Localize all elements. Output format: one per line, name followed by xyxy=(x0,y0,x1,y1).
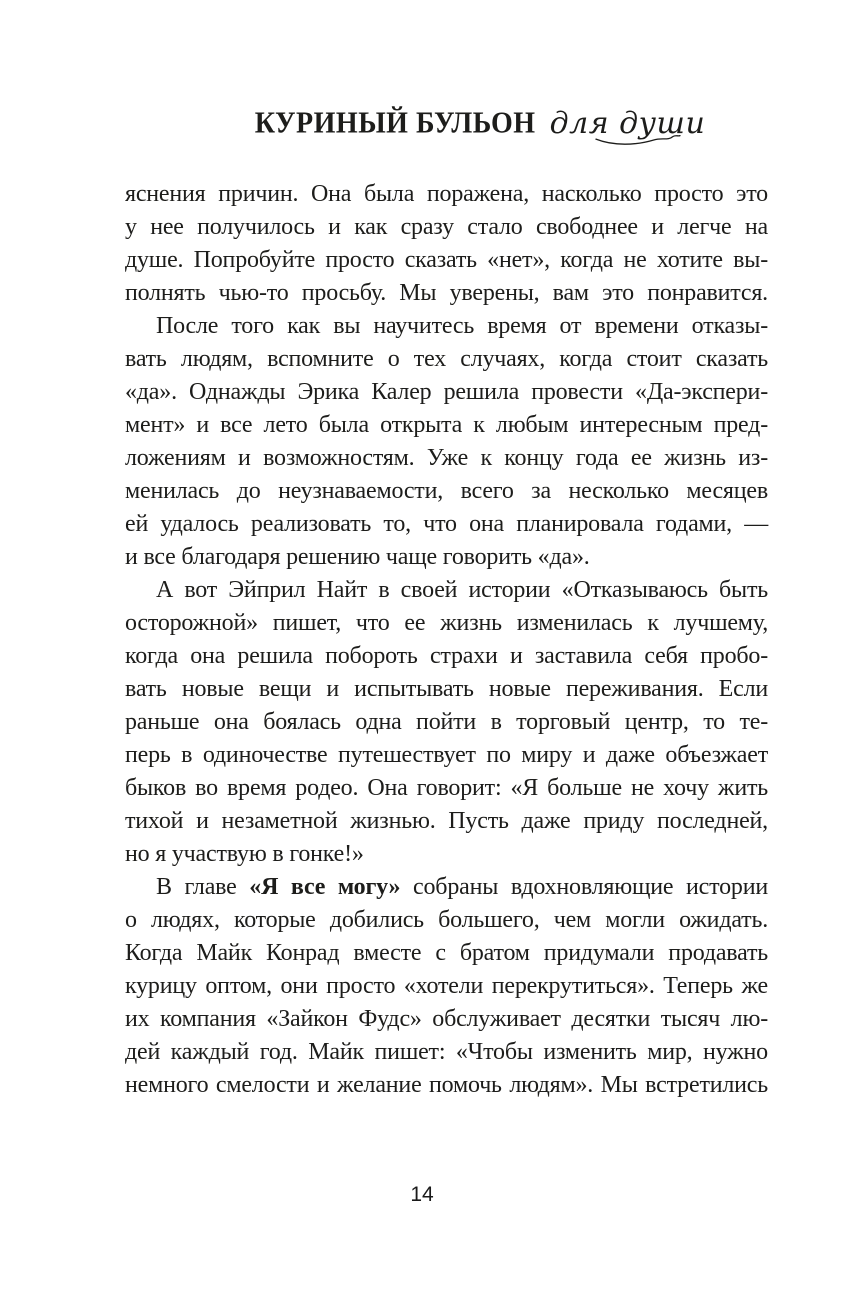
text-line: ложениям и возможностям. Уже к концу года ее жизнь из- xyxy=(125,445,768,471)
paragraph xyxy=(125,871,768,1102)
text-segment: собраны вдохновляющие истории xyxy=(400,874,768,900)
text-line: когда она решила побороть страхи и заставила себя пробо- xyxy=(125,643,768,669)
chapter-title-emphasis: «Я все могу» xyxy=(249,874,401,900)
text-line: у нее получилось и как сразу стало свободнее и легче на xyxy=(125,214,768,240)
text-line: душе. Попробуйте просто сказать «нет», когда не хотите вы- xyxy=(125,247,768,273)
paragraph xyxy=(125,574,768,871)
text-line: вать новые вещи и испытывать новые переживания. Если xyxy=(125,676,768,702)
text-line: раньше она боялась одна пойти в торговый центр, то те- xyxy=(125,709,768,735)
text-line: о людях, которые добились большего, чем могли ожидать. xyxy=(125,907,768,933)
text-line: немного смелости и желание помочь людям». Мы встретились xyxy=(125,1072,768,1098)
text-line: их компания «Зайкон Фудс» обслуживает десятки тысяч лю- xyxy=(125,1006,768,1032)
body-text xyxy=(125,178,768,1102)
text-segment: В главе xyxy=(156,874,250,900)
text-line: ей удалось реализовать то, что она планировала годами, — xyxy=(125,511,768,537)
series-subtitle-script: для души xyxy=(550,106,706,141)
text-line: Когда Майк Конрад вместе с братом придумали продавать xyxy=(125,940,768,966)
text-line: полнять чью-то просьбу. Мы уверены, вам это понравится. xyxy=(125,280,768,306)
text-line: менилась до неузнаваемости, всего за несколько месяцев xyxy=(125,478,768,504)
series-title: КУРИНЫЙ БУЛЬОН xyxy=(254,106,536,140)
text-line: курицу оптом, они просто «хотели перекрутиться». Теперь же xyxy=(125,973,768,999)
calligraphic-flourish-icon xyxy=(592,133,684,147)
paragraph xyxy=(125,310,768,574)
text-line: осторожной» пишет, что ее жизнь изменилась к лучшему, xyxy=(125,610,768,636)
text-line: но я участвую в гонке!» xyxy=(125,841,364,867)
text-line: А вот Эйприл Найт в своей истории «Отказываюсь быть xyxy=(156,577,768,603)
paragraph xyxy=(125,178,768,310)
text-line: После того как вы научитесь время от времени отказы- xyxy=(156,313,768,339)
text-line: «да». Однажды Эрика Калер решила провести «Да-экспери- xyxy=(125,379,768,405)
text-line: тихой и незаметной жизнью. Пусть даже приду последней, xyxy=(125,808,768,834)
text-line xyxy=(125,871,768,904)
text-line: и все благодаря решению чаще говорить «да». xyxy=(125,544,590,570)
text-line: дей каждый год. Майк пишет: «Чтобы изменить мир, нужно xyxy=(125,1039,768,1065)
text-line: мент» и все лето была открыта к любым интересным пред- xyxy=(125,412,768,438)
page-number: 14 xyxy=(410,1183,434,1206)
running-head xyxy=(58,106,844,141)
text-line: вать людям, вспомните о тех случаях, когда стоит сказать xyxy=(125,346,768,372)
text-line: яснения причин. Она была поражена, насколько просто это xyxy=(125,181,768,207)
text-line: перь в одиночестве путешествует по миру и даже объезжает xyxy=(125,742,768,768)
text-line: быков во время родео. Она говорит: «Я больше не хочу жить xyxy=(125,775,768,801)
